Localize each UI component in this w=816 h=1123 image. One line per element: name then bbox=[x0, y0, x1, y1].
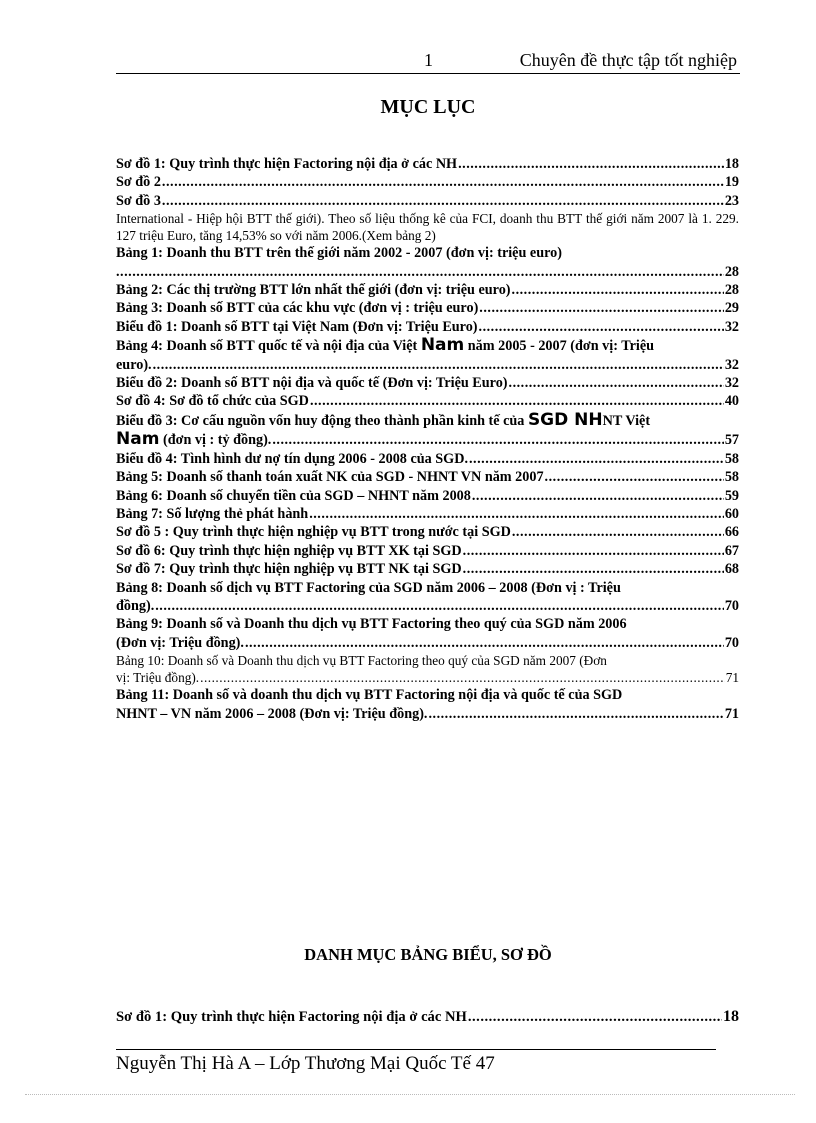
toc-entry[interactable]: Biểu đồ 2: Doanh số BTT nội địa và quốc tế (Đơn vị: Triệu Euro) ..... 32 bbox=[116, 374, 739, 392]
header-divider bbox=[116, 73, 740, 74]
toc-entry[interactable]: Bảng 4: Doanh số BTT quốc tế và nội địa của Việt Nam năm 2005 - 2007 (đơn vị: Triệu euro). ..... 32 bbox=[116, 336, 739, 374]
toc-entry[interactable]: Sơ đồ 7: Quy trình thực hiện nghiệp vụ BTT NK tại SGD ..... 68 bbox=[116, 560, 739, 578]
page-footer: Nguyễn Thị Hà A – Lớp Thương Mại Quốc Tế 47 bbox=[116, 1053, 495, 1074]
toc-heading: MỤC LỤC bbox=[380, 96, 476, 118]
table-of-contents bbox=[116, 155, 739, 723]
toc-entry[interactable]: Bảng 3: Doanh số BTT của các khu vực (đơn vị : triệu euro) ..... 29 bbox=[116, 299, 739, 317]
toc-entry[interactable]: Sơ đồ 4: Sơ đồ tổ chức của SGD ..... 40 bbox=[116, 392, 739, 410]
toc-entry[interactable]: Sơ đồ 6: Quy trình thực hiện nghiệp vụ BTT XK tại SGD ..... 67 bbox=[116, 542, 739, 560]
header-title: Chuyên đề thực tập tốt nghiệp bbox=[519, 50, 737, 70]
list-entry[interactable]: Sơ đồ 1: Quy trình thực hiện Factoring nội địa ở các NH ..... 18 bbox=[116, 1007, 739, 1027]
toc-entry[interactable]: Bảng 7: Số lượng thẻ phát hành ..... 60 bbox=[116, 505, 739, 523]
figure-list bbox=[116, 1007, 739, 1027]
toc-entry[interactable]: Bảng 6: Doanh số chuyển tiền của SGD – NHNT năm 2008 ..... 59 bbox=[116, 487, 739, 505]
toc-entry[interactable]: Sơ đồ 5 : Quy trình thực hiện nghiệp vụ BTT trong nước tại SGD ..... 66 bbox=[116, 523, 739, 541]
page-number: 1 bbox=[424, 50, 433, 70]
toc-entry[interactable]: Bảng 10: Doanh số và Doanh thu dịch vụ BTT Factoring theo quý của SGD năm 2007 (Đơn vị: Triệu đồng). ..... 71 bbox=[116, 652, 739, 686]
toc-entry-paragraph: International - Hiệp hội BTT thế giới). Theo số liệu thống kê của FCI, doanh thu BTT thế giới năm 2007 là 1. 229. 127 triệu Euro, tăng 14,53% so với năm 2006.(Xem bảng 2) bbox=[116, 211, 739, 244]
toc-entry[interactable]: Bảng 8: Doanh số dịch vụ BTT Factoring của SGD năm 2006 – 2008 (Đơn vị : Triệu đồng). ..... 70 bbox=[116, 579, 739, 616]
list-heading: DANH MỤC BẢNG BIỂU, SƠ ĐỒ bbox=[304, 945, 552, 964]
toc-entry[interactable]: Sơ đồ 3 ..... 23 bbox=[116, 192, 739, 210]
page-header bbox=[116, 50, 739, 72]
footer-divider bbox=[116, 1049, 716, 1050]
toc-entry[interactable]: Bảng 1: Doanh thu BTT trên thế giới năm 2002 - 2007 (đơn vị: triệu euro) ..... 28 bbox=[116, 244, 739, 281]
toc-entry[interactable]: Sơ đồ 2 ..... 19 bbox=[116, 173, 739, 191]
toc-entry[interactable]: Biểu đồ 4: Tình hình dư nợ tín dụng 2006 - 2008 của SGD. ..... 58 bbox=[116, 450, 739, 468]
toc-entry[interactable]: Biểu đồ 3: Cơ cấu nguồn vốn huy động theo thành phần kinh tế của SGD NHNT Việt Nam (đơn vị : tỷ đồng). ..... 57 bbox=[116, 411, 739, 450]
page-bottom-border bbox=[25, 1094, 795, 1095]
toc-entry[interactable]: Bảng 11: Doanh số và doanh thu dịch vụ BTT Factoring nội địa và quốc tế của SGD NHNT – VN năm 2006 – 2008 (Đơn vị: Triệu đồng). ..... 71 bbox=[116, 686, 739, 723]
toc-entry[interactable]: Sơ đồ 1: Quy trình thực hiện Factoring nội địa ở các NH ..... 18 bbox=[116, 155, 739, 173]
toc-entry[interactable]: Bảng 5: Doanh số thanh toán xuất NK của SGD - NHNT VN năm 2007 ..... 58 bbox=[116, 468, 739, 486]
toc-entry[interactable]: Bảng 2: Các thị trường BTT lớn nhất thế giới (đơn vị: triệu euro) ..... 28 bbox=[116, 281, 739, 299]
toc-entry[interactable]: Biểu đồ 1: Doanh số BTT tại Việt Nam (Đơn vị: Triệu Euro) ..... 32 bbox=[116, 318, 739, 336]
toc-entry[interactable]: Bảng 9: Doanh số và Doanh thu dịch vụ BTT Factoring theo quý của SGD năm 2006 (Đơn vị: Triệu đồng). ..... 70 bbox=[116, 615, 739, 652]
